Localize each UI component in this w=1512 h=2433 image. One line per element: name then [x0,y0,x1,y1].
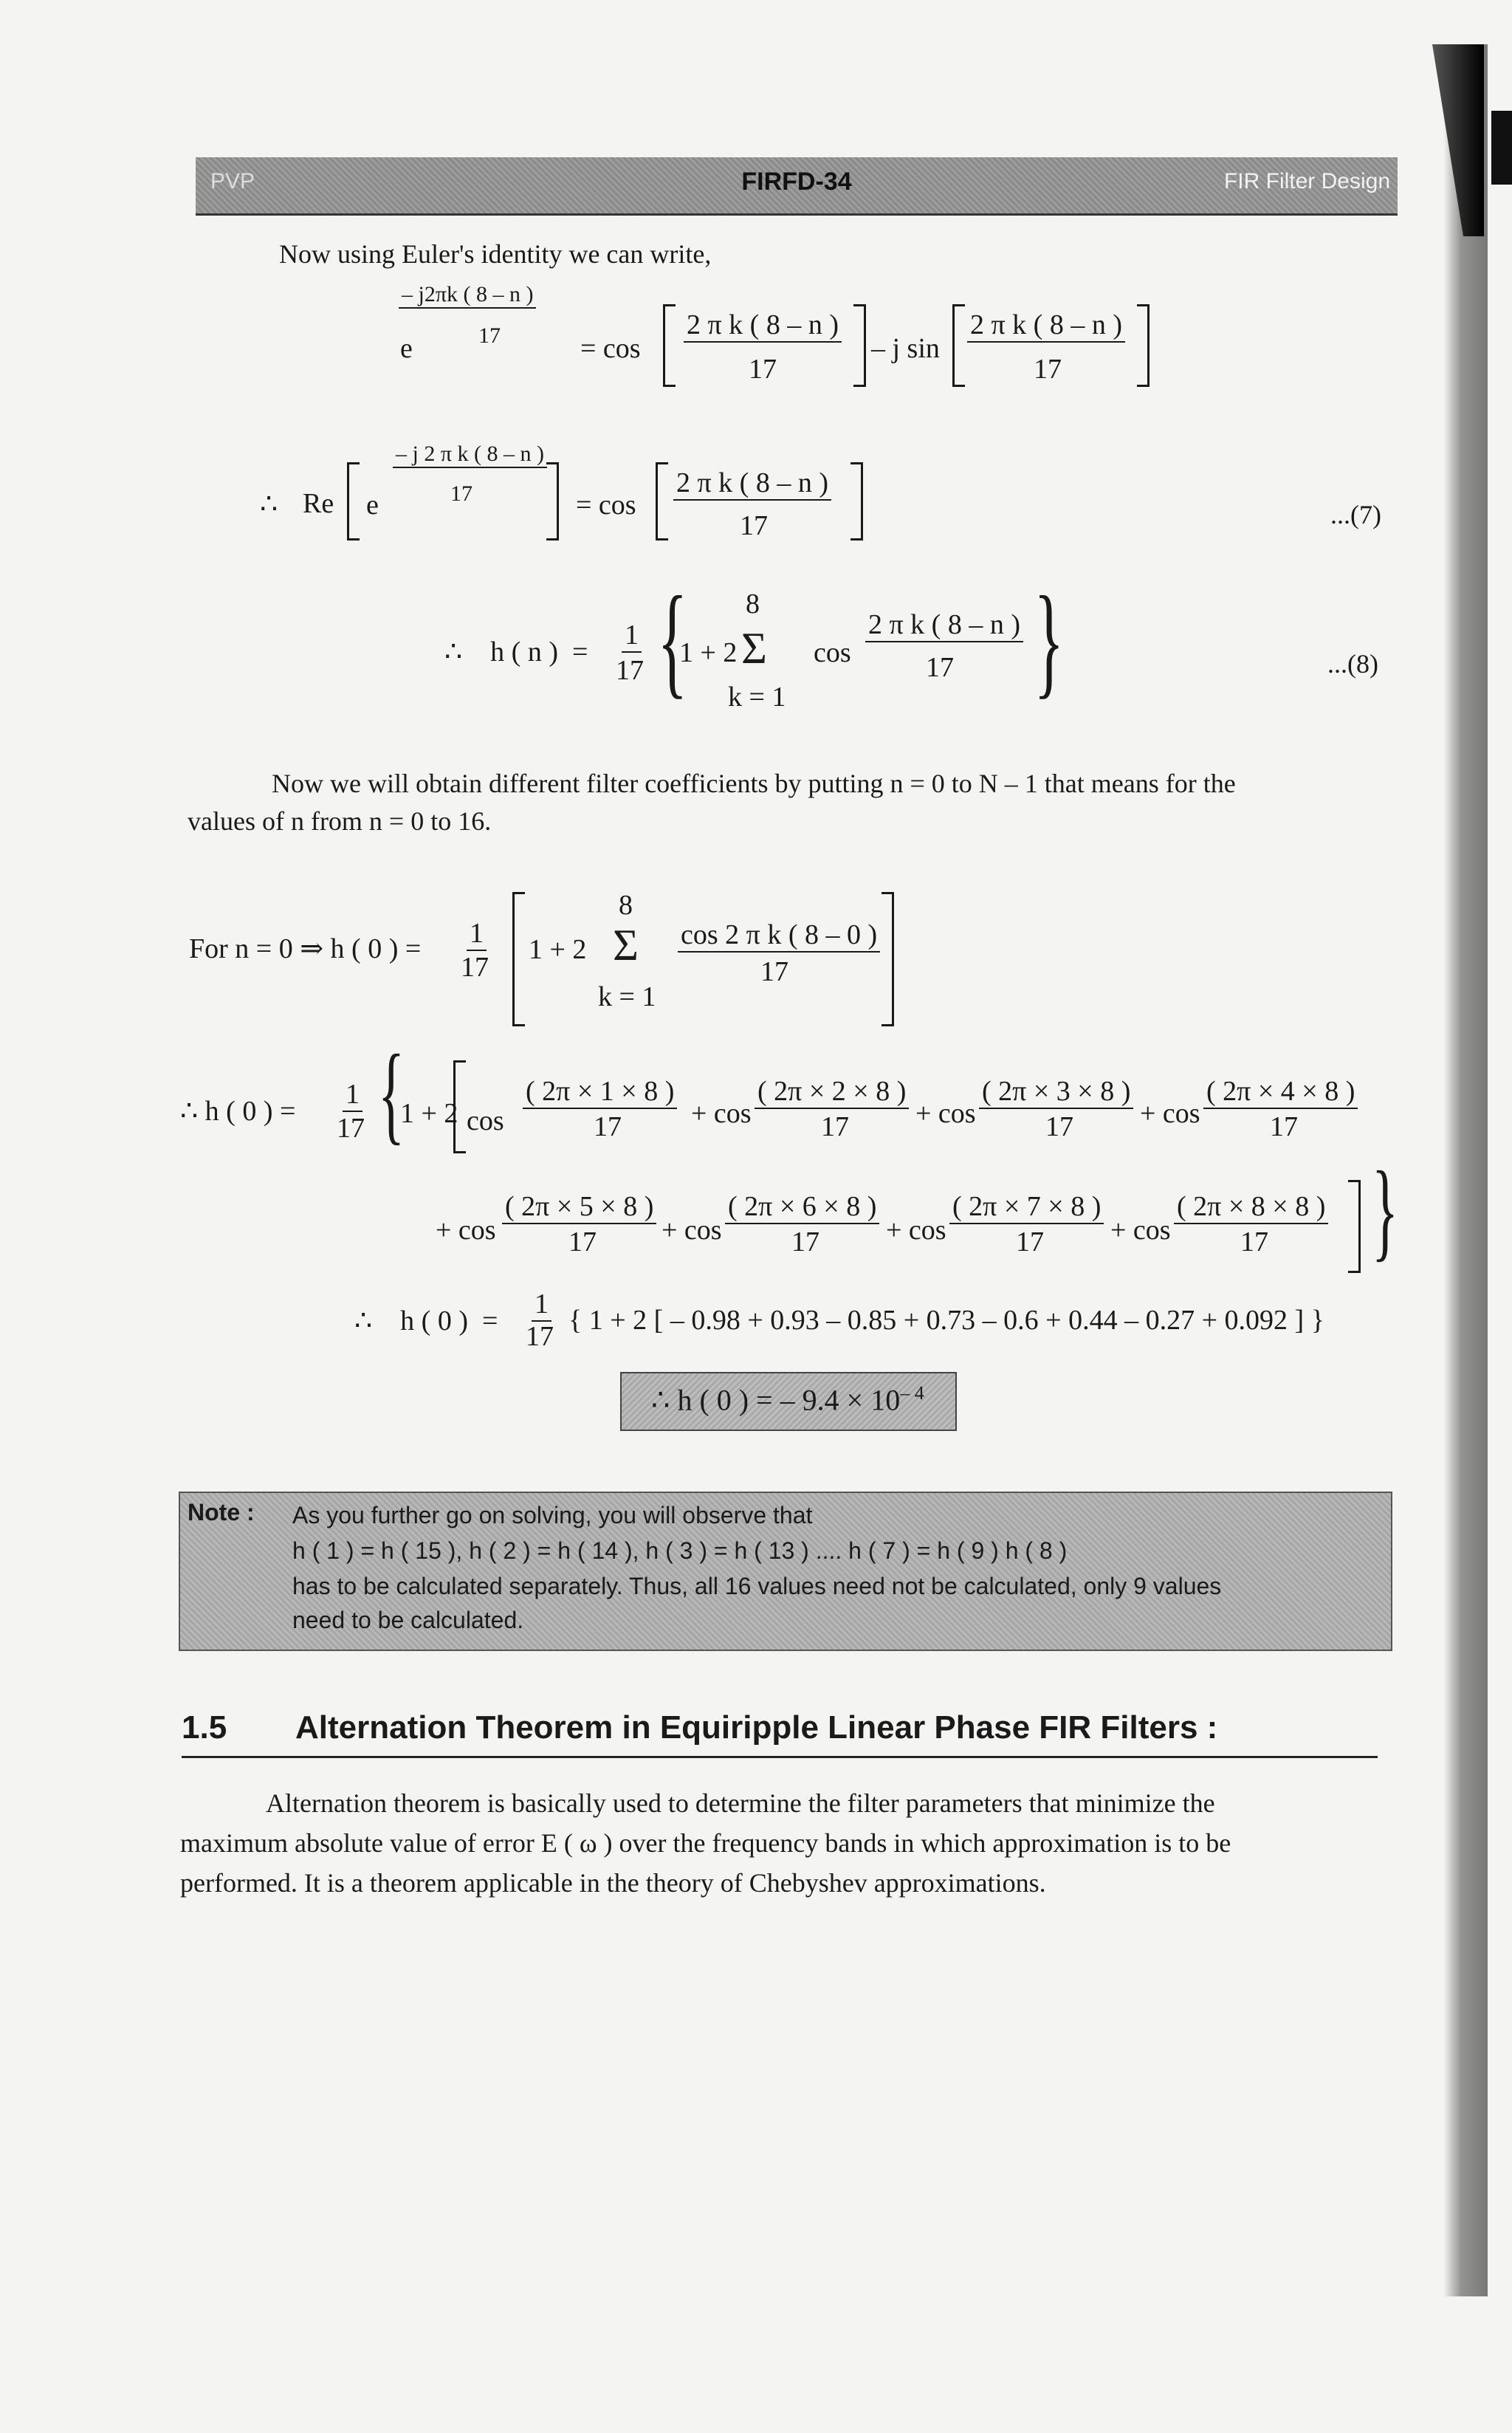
eq7-base: e [366,490,379,521]
paragraph-2-line-2: maximum absolute value of error E ( ω ) over the frequency bands in which approximation is to be [180,1828,1231,1858]
term-1-num: ( 2π × 1 × 8 ) [523,1075,677,1109]
intro-text: Now using Euler's identity we can write, [279,239,712,269]
eq8-seventeen: 17 [616,655,644,686]
numeric-body: { 1 + 2 [ – 0.98 + 0.93 – 0.85 + 0.73 – 0.6 + 0.44 – 0.27 + 0.092 ] } [568,1305,1324,1336]
eq7-arg-num: 2 π k ( 8 – n ) [673,467,831,501]
term-3-prefix: + cos [915,1098,976,1129]
term-2-prefix: + cos [691,1098,752,1129]
h0-arg-den: 17 [760,956,788,987]
expansion-seventeen: 17 [337,1113,365,1144]
term-2-num: ( 2π × 2 × 8 ) [755,1075,909,1109]
numeric-lhs: ∴ h ( 0 ) = [354,1305,498,1336]
result-exponent: – 4 [900,1382,924,1404]
eq8-arg-den: 17 [926,652,954,683]
note-label: Note : [188,1499,255,1526]
therefore-symbol: ∴ [260,489,278,520]
paragraph-2-line-1: Alternation theorem is basically used to determine the filter parameters that minimize the [266,1788,1215,1818]
h0-sigma: Σ [613,921,639,970]
result-value: ∴ h ( 0 ) = – 9.4 × 10 [651,1383,901,1417]
term-6-prefix: + cos [662,1215,722,1246]
h0-inner: 1 + 2 [529,934,587,965]
term-8-prefix: + cos [1110,1215,1171,1246]
term-1-prefix: cos [467,1105,504,1136]
euler-sin-arg-den: 17 [1034,354,1062,385]
term-6-den: 17 [791,1226,819,1257]
euler-minus-j-sin: – j sin [871,333,940,364]
numeric-seventeen: 17 [526,1321,554,1352]
term-5-prefix: + cos [436,1215,496,1246]
h0-expansion-line-1: ∴ h ( 0 ) = 1 17 { 1 + 2 cos ( 2π × 1 × 8 ) 17 + cos ( 2π × 2 × 8 ) 17 + cos ( 2π × 3 × 8 ) 17 + cos ( 2π × 4 × 8 ) 17 [180,1056,1391,1159]
scan-corner-mark [1491,111,1512,185]
term-7-den: 17 [1016,1226,1044,1257]
note-line-3: has to be calculated separately. Thus, all 16 values need not be calculated, only 9 values [292,1573,1222,1599]
h0-one: 1 [467,917,487,951]
expansion-inner: 1 + 2 [400,1098,458,1129]
euler-exponent-numerator: – j2πk ( 8 – n ) [399,282,536,309]
sigma-symbol: Σ [741,624,767,673]
term-4-num: ( 2π × 4 × 8 ) [1203,1075,1358,1109]
eq8-cos: cos [814,637,851,668]
result-box [620,1372,957,1431]
h0-sum-bottom: k = 1 [598,981,656,1012]
note-line-4: need to be calculated. [292,1607,524,1633]
term-1-den: 17 [594,1111,622,1142]
note-box [179,1492,1392,1651]
h0-lhs: For n = 0 ⇒ h ( 0 ) = [189,933,422,964]
euler-exponent-denominator: 17 [478,323,501,348]
term-2-den: 17 [821,1111,849,1142]
page-header-band [196,157,1398,216]
note-line-1: As you further go on solving, you will observe that [292,1502,813,1528]
eq8-sum-bottom: k = 1 [728,682,786,713]
paragraph-1-line-1: Now we will obtain different filter coefficients by putting n = 0 to N – 1 that means for the [272,769,1236,798]
section-number: 1.5 [182,1709,227,1746]
equation-number-7: ...(7) [1330,500,1381,529]
header-left-text: PVP [210,169,255,193]
paragraph-1-line-2: values of n from n = 0 to 16. [188,806,492,836]
eq8-lhs: ∴ h ( n ) = [444,636,588,668]
h0-arg-num: cos 2 π k ( 8 – 0 ) [678,919,880,953]
term-3-den: 17 [1045,1111,1073,1142]
euler-cos-arg-den: 17 [749,354,777,385]
eq8-sum-top: 8 [746,588,760,620]
term-4-prefix: + cos [1140,1098,1200,1129]
term-7-num: ( 2π × 7 × 8 ) [949,1190,1104,1224]
term-7-prefix: + cos [886,1215,946,1246]
term-8-den: 17 [1240,1226,1268,1257]
eq8-arg-num: 2 π k ( 8 – n ) [865,608,1023,642]
euler-cos-arg-num: 2 π k ( 8 – n ) [684,309,842,343]
eq7-exponent-numerator: – j 2 π k ( 8 – n ) [393,442,547,468]
euler-base: e [400,333,413,364]
result-text [651,1382,924,1417]
h0-sum-equation [188,886,926,1026]
section-heading [182,1709,1378,1746]
h0-sum-top: 8 [619,890,633,921]
eq8-one: 1 [622,619,642,653]
scan-shadow-edge [1443,44,1488,2296]
eq7-arg-den: 17 [740,510,768,541]
term-5-num: ( 2π × 5 × 8 ) [502,1190,656,1224]
section-title: Alternation Theorem in Equiripple Linear Phase FIR Filters : [295,1709,1218,1746]
term-5-den: 17 [568,1226,597,1257]
euler-equals-cos: = cos [580,333,641,364]
term-6-num: ( 2π × 6 × 8 ) [725,1190,879,1224]
euler-equation [384,282,1152,400]
euler-sin-arg-num: 2 π k ( 8 – n ) [967,309,1125,343]
expansion-lhs: ∴ h ( 0 ) = [180,1096,296,1127]
page-code: FIRFD-34 [741,168,852,196]
eq7-equals-cos: = cos [576,490,636,521]
note-line-2: h ( 1 ) = h ( 15 ), h ( 2 ) = h ( 14 ), h ( 3 ) = h ( 13 ) .... h ( 7 ) = h ( 9 ) h ( 8 ) [292,1537,1068,1564]
section-rule [182,1756,1378,1758]
header-chapter-title: FIR Filter Design [1223,169,1390,193]
equation-8: ∴ h ( n ) = 1 17 { 1 + 2 8 Σ k = 1 cos 2 π k ( 8 – n ) 17 } ...(8) [444,571,1378,713]
equation-number-8: ...(8) [1327,649,1378,679]
eq7-exponent-denominator: 17 [450,481,472,506]
expansion-one: 1 [343,1078,362,1112]
term-8-num: ( 2π × 8 × 8 ) [1174,1190,1328,1224]
equation-7 [251,436,1388,554]
term-3-num: ( 2π × 3 × 8 ) [979,1075,1133,1109]
h0-seventeen: 17 [461,952,489,983]
eq8-inner: 1 + 2 [679,637,738,668]
paragraph-2-line-3: performed. It is a theorem applicable in the theory of Chebyshev approximations. [180,1868,1046,1898]
term-4-den: 17 [1270,1111,1298,1142]
numeric-one: 1 [532,1288,551,1322]
h0-numeric-line [354,1285,1373,1359]
real-part-label: Re [303,488,334,519]
h0-expansion-line-2: + cos ( 2π × 5 × 8 ) 17 + cos ( 2π × 6 × 8 ) 17 + cos ( 2π × 7 × 8 ) 17 + cos ( 2π × 8 × 8 ) 17 } [436,1149,1398,1272]
